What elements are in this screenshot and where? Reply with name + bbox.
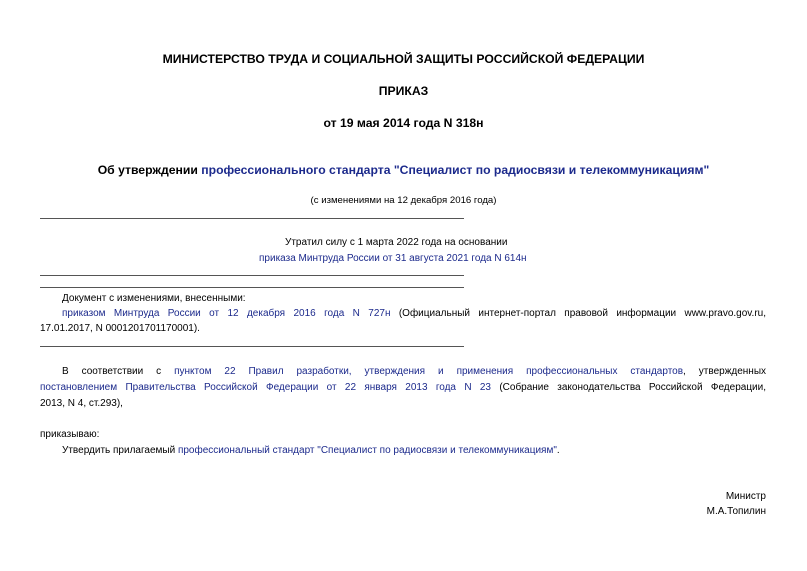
preamble-line-3: 2013, N 4, ст.293),	[40, 398, 123, 409]
preamble-line-1	[62, 366, 766, 377]
title-prefix: Об утверждении	[97, 163, 202, 177]
title-standard-link[interactable]: профессионального стандарта "Специалист по радиосвязи и телекоммуникациям"	[201, 163, 710, 177]
changes-line-2: 17.01.2017, N 0001201701170001).	[40, 323, 200, 334]
signature-position: Министр	[725, 491, 766, 502]
divider-4	[40, 346, 464, 347]
preamble-end-2: (Собрание законодательства Российской Федерации,	[491, 382, 766, 393]
signature-name: М.А.Топилин	[706, 506, 766, 517]
document-title	[0, 163, 807, 177]
expired-text: Утратил силу с 1 марта 2022 года на основании	[285, 237, 508, 248]
standard-link[interactable]: профессиональный стандарт "Специалист по радиосвязи и телекоммуникациям"	[177, 445, 557, 456]
order-text-start: Утвердить прилагаемый	[62, 445, 178, 456]
order-date: от 19 мая 2014 года N 318н	[323, 116, 484, 130]
rules-link[interactable]: пунктом 22 Правил разработки, утверждения и применения профессиональных стандартов	[174, 366, 684, 377]
preamble-line-2	[40, 382, 766, 393]
divider-2	[40, 275, 464, 276]
order-text	[62, 445, 560, 456]
changes-order-link[interactable]: приказом Минтруда России от 12 декабря 2016 года N 727н	[62, 308, 391, 319]
changes-intro: Документ с изменениями, внесенными:	[62, 293, 246, 304]
order-heading: ПРИКАЗ	[378, 84, 429, 98]
amendment-note: (с изменениями на 12 декабря 2016 года)	[310, 195, 497, 206]
divider-3	[40, 287, 464, 288]
order-word: приказываю:	[40, 429, 100, 440]
changes-line-1	[62, 308, 766, 319]
divider-1	[40, 218, 464, 219]
preamble-end-1: , утвержденных	[683, 366, 767, 377]
resolution-link[interactable]: постановлением Правительства Российской Федерации от 22 января 2013 года N 23	[40, 382, 491, 393]
order-text-end: .	[556, 445, 560, 456]
changes-source: (Официальный интернет-портал правовой информации www.pravo.gov.ru,	[390, 308, 767, 319]
ministry-heading: МИНИСТЕРСТВО ТРУДА И СОЦИАЛЬНОЙ ЗАЩИТЫ РОССИЙСКОЙ ФЕДЕРАЦИИ	[162, 52, 645, 66]
expired-order-link[interactable]: приказа Минтруда России от 31 августа 2021 года N 614н	[259, 253, 527, 264]
preamble-start: В соответствии с	[62, 366, 175, 377]
